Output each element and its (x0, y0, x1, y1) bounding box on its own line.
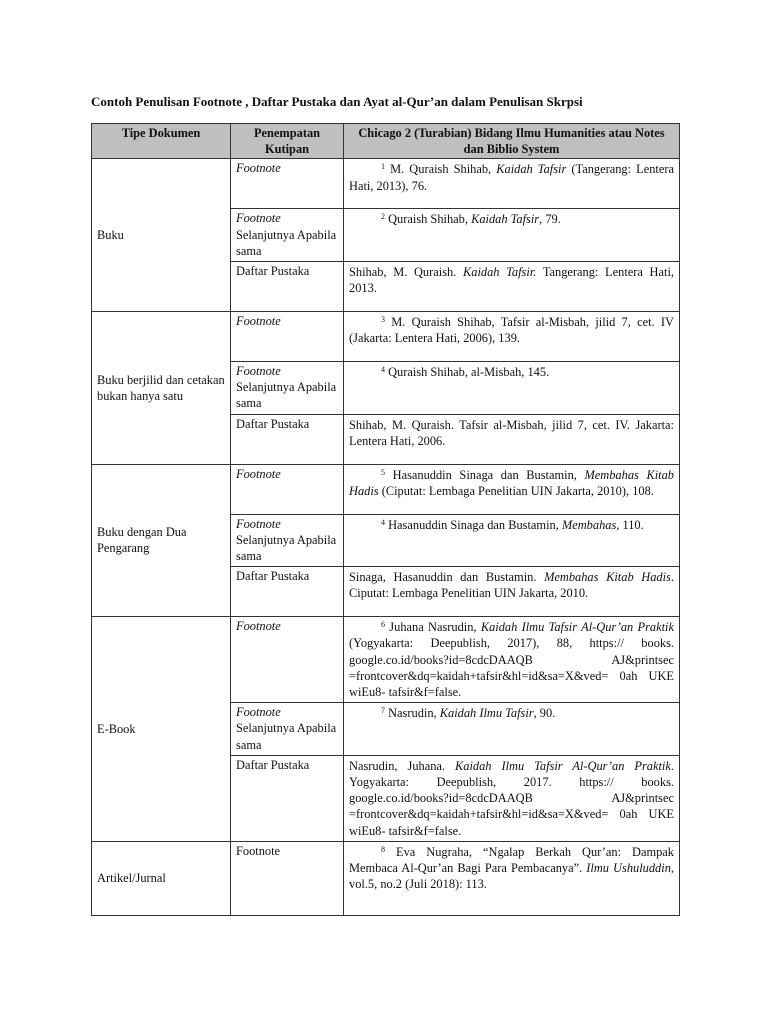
placement-sublabel: Selanjutnya Apabila sama (236, 532, 337, 564)
footnote-text-cell (344, 464, 680, 514)
page-title: Contoh Penulisan Footnote , Daftar Pustaka dan Ayat al-Qur’an dalam Penulisan Skrpsi (91, 94, 583, 109)
document-type-cell: Buku berjilid dan cetakan bukan hanya satu (92, 312, 231, 465)
placement-cell (231, 159, 344, 209)
placement-cell (231, 567, 344, 617)
footnote-text-cell (344, 362, 680, 415)
placement-label: Footnote (236, 466, 281, 481)
reference-text: , 110. (616, 517, 644, 532)
placement-label: Daftar Pustaka (236, 757, 310, 772)
placement-label: Footnote (236, 211, 281, 226)
reference-text: Juhana Nasrudin, (389, 620, 481, 635)
title-italic-text: Membahas (561, 517, 617, 532)
placement-label: Footnote (236, 364, 281, 379)
reference-text: Eva Nugraha, “Ngalap Berkah Qur’an: Dampak Membaca Al-Qur’an Bagi Para Pembacanya”. (349, 844, 674, 876)
placement-label: Footnote (236, 619, 281, 634)
reference-text: , 79. (539, 212, 561, 227)
reference-text: Shihab, M. Quraish. Tafsir al-Misbah, jilid 7, cet. IV. Jakarta: Lentera Hati, 2006. (349, 417, 674, 448)
reference-text: . Ciputat: Lembaga Penelitian UIN Jakarta, 2010. (349, 570, 674, 601)
placement-sublabel: Selanjutnya Apabila sama (236, 721, 337, 752)
citation-table (91, 123, 680, 916)
bibliography-text-cell (344, 755, 680, 841)
footnote-number: 1 (381, 162, 385, 172)
placement-cell (231, 617, 344, 703)
reference-text: (Tangerang: Lentera Hati, 2013), 76. (349, 162, 674, 193)
placement-cell (231, 464, 344, 514)
title-italic-text: Ilmu Ushuluddin (586, 861, 671, 876)
footnote-number: 4 (381, 517, 385, 527)
footnote-number: 5 (381, 467, 385, 477)
footnote-number: 3 (381, 315, 385, 325)
reference-text: (Ciputat: Lembaga Penelitian UIN Jakarta, 2010), 108. (378, 483, 654, 498)
table-row (92, 841, 680, 915)
document-type-cell: E-Book (92, 617, 231, 842)
title-italic-text: Kaidah Ilmu Tafsir (439, 706, 534, 721)
header-tipe-dokumen: Tipe Dokumen (92, 124, 231, 159)
placement-cell (231, 262, 344, 312)
placement-cell (231, 841, 344, 915)
placement-label: Footnote (236, 705, 281, 720)
header-chicago-style: Chicago 2 (Turabian) Bidang Ilmu Humanities atau Notes dan Biblio System (344, 124, 680, 159)
reference-text: Shihab, M. Quraish. (349, 265, 463, 280)
bibliography-text-cell (344, 414, 680, 464)
footnote-text-cell (344, 617, 680, 703)
table-row (92, 312, 680, 362)
placement-label: Footnote (236, 161, 281, 176)
reference-text: Sinaga, Hasanuddin dan Bustamin. (349, 570, 545, 585)
title-italic-text: Kaidah Ilmu Tafsir Al-Qur’an Praktik (480, 620, 674, 635)
placement-sublabel: Selanjutnya Apabila sama (236, 227, 337, 258)
document-type-cell: Buku dengan Dua Pengarang (92, 464, 231, 617)
placement-sublabel: Selanjutnya Apabila sama (236, 380, 337, 411)
table-row (92, 617, 680, 703)
footnote-text-cell (344, 312, 680, 362)
placement-label: Footnote (236, 516, 281, 531)
reference-text: (Yogyakarta: Deepublish, 2017), 88, https:// books. google.co.id/books?id=8cdcDAAQB AJ&printsec =frontcover&dq=kaidah+tafsir&hl=id&sa=X&ved= 0ah UKE wiEu8- tafsir&f=false. (349, 636, 674, 700)
placement-label: Daftar Pustaka (236, 416, 310, 431)
reference-text: , vol.5, no.2 (Juli 2018): 113. (349, 861, 674, 892)
footnote-number: 2 (381, 212, 385, 222)
footnote-text-cell (344, 841, 680, 915)
table-header-row (92, 124, 680, 159)
reference-text: Hasanuddin Sinaga dan Bustamin, (388, 517, 562, 532)
placement-cell (231, 362, 344, 415)
placement-label: Footnote (236, 314, 281, 329)
footnote-text-cell (344, 514, 680, 567)
footnote-text-cell (344, 703, 680, 756)
footnote-number: 7 (381, 706, 385, 716)
reference-text: Tangerang: Lentera Hati, 2013. (349, 265, 674, 296)
reference-text: . Yogyakarta: Deepublish, 2017. https:// books. google.co.id/books?id=8cdcDAAQB AJ&printsec =frontcover&dq=kaidah+tafsir&hl=id&sa=X&ved= 0ah UKE wiEu8- tafsir&f=false. (349, 758, 674, 838)
table-row (92, 464, 680, 514)
footnote-text-cell (344, 159, 680, 209)
placement-cell (231, 514, 344, 567)
reference-text: , 90. (533, 706, 556, 721)
reference-text: Hasanuddin Sinaga dan Bustamin, (392, 467, 585, 482)
bibliography-text-cell (344, 262, 680, 312)
reference-text: Nasrudin, Juhana. (349, 758, 455, 773)
placement-label: Daftar Pustaka (236, 264, 310, 279)
placement-cell (231, 209, 344, 262)
bibliography-text-cell (344, 567, 680, 617)
table-row (92, 159, 680, 209)
document-type-cell: Artikel/Jurnal (92, 841, 231, 915)
reference-text: M. Quraish Shihab, Tafsir al-Misbah, jilid 7, cet. IV (Jakarta: Lentera Hati, 2006), 139. (349, 315, 674, 346)
footnote-number: 4 (381, 365, 385, 375)
placement-label: Daftar Pustaka (236, 569, 310, 584)
reference-text: Nasrudin, (388, 706, 440, 721)
title-italic-text: Membahas Kitab Hadis (349, 467, 674, 498)
placement-cell (231, 703, 344, 756)
header-penempatan-kutipan: Penempatan Kutipan (231, 124, 344, 159)
reference-text: Quraish Shihab, al-Misbah, 145. (388, 365, 550, 380)
placement-cell (231, 414, 344, 464)
footnote-number: 6 (381, 620, 385, 630)
title-italic-text: Kaidah Ilmu Tafsir Al-Qur’an Praktik (454, 758, 671, 773)
placement-cell (231, 312, 344, 362)
placement-label: Footnote (236, 843, 281, 858)
placement-cell (231, 755, 344, 841)
title-italic-text: Kaidah Tafsir (471, 212, 540, 227)
document-type-cell: Buku (92, 159, 231, 312)
footnote-text-cell (344, 209, 680, 262)
reference-text: Quraish Shihab, (388, 212, 472, 227)
footnote-number: 8 (381, 844, 385, 854)
title-italic-text: Kaidah Tafsir (496, 162, 567, 177)
reference-text: M. Quraish Shihab, (390, 162, 497, 177)
title-italic-text: Kaidah Tafsir. (463, 265, 537, 280)
title-italic-text: Membahas Kitab Hadis (544, 570, 671, 585)
